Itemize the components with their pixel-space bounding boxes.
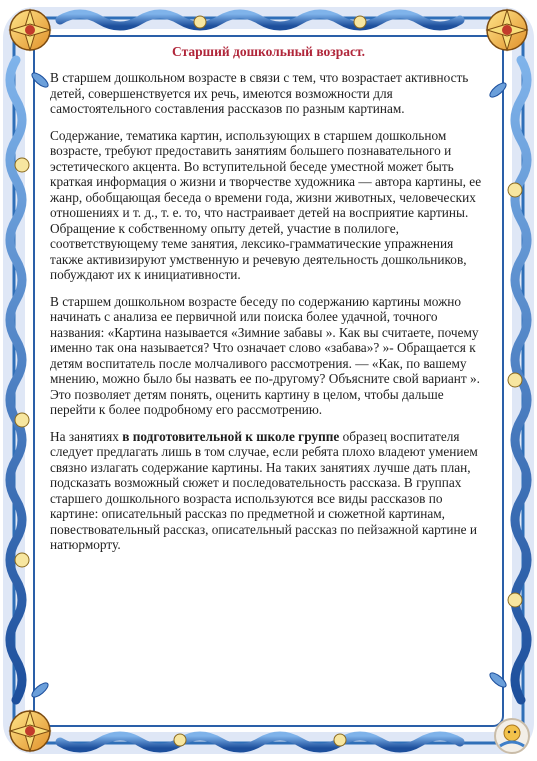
leaf-icon (30, 71, 50, 90)
paragraph-4-bold: в подготовительной к школе группе (122, 428, 340, 444)
paragraph-1: В старшем дошкольном возрасте в связи с тем, что возрастает активность детей, совершенствуется их речь, имеются возможности для самостоятельного составления рассказов по разным картинам. (50, 70, 469, 116)
logo-badge-icon (492, 716, 532, 756)
flower-icon (10, 10, 50, 50)
page-title: Старший дошкольный возраст. (172, 44, 365, 59)
paragraph-4-start: На занятиях (50, 428, 123, 444)
paragraph-3: В старшем дошкольном возрасте беседу по содержанию картины можно начинать с анализа ее первичной или поиска более удачной, точного названия: «Картина называется «Зимние забавы ». Как вы считаете, почему именно так она называется? Что означает слово «забава»? »- Обращается к детям воспитатель после молчаливого рассмотрения. — «Как, по вашему мнению, можно было бы назвать ее по-другому? Объясните свой вариант ». Это позволяет детям понять, оценить картину в целом, чтобы дальше перейти к более подробному его рассмотрению. (50, 293, 480, 417)
paragraph-2: Содержание, тематика картин, использующих в старшем дошкольном возрасте, требуют предоставить занятиям большего познавательного и эстетического акцента. Во вступительной беседе уместной может быть краткая информация о жизни и творчестве художника — автора картины, ее жанр, обобщающая беседа о времени года, жизни животных, человеческих отношениях и т. д., т. е. то, что настраивает детей на восприятие картины. Обращение к собственному опыту детей, участие в полилоге, соответствующему теме занятия, лексико-грамматические упражнения также активизируют умственную и речевую деятельность дошкольников, побуждают их к инициативности. (50, 127, 482, 282)
paragraph-4 (50, 429, 487, 553)
flower-icon (487, 10, 527, 50)
paragraph-4-end: образец воспитателя следует предлагать лишь в том случае, если ребята плохо владеют умением связно излагать содержание картины. На таких занятиях лучше дать план, подсказать возможный сюжет и последовательность рассказа. В группах старшего дошкольного возраста используются все виды рассказов по картине: описательный рассказ по предметной и сюжетной картинам, повествовательный рассказ, описательный рассказ по пейзажной картине и натюрморту. (50, 428, 478, 552)
flower-icon (10, 711, 50, 751)
article-body (50, 44, 487, 712)
